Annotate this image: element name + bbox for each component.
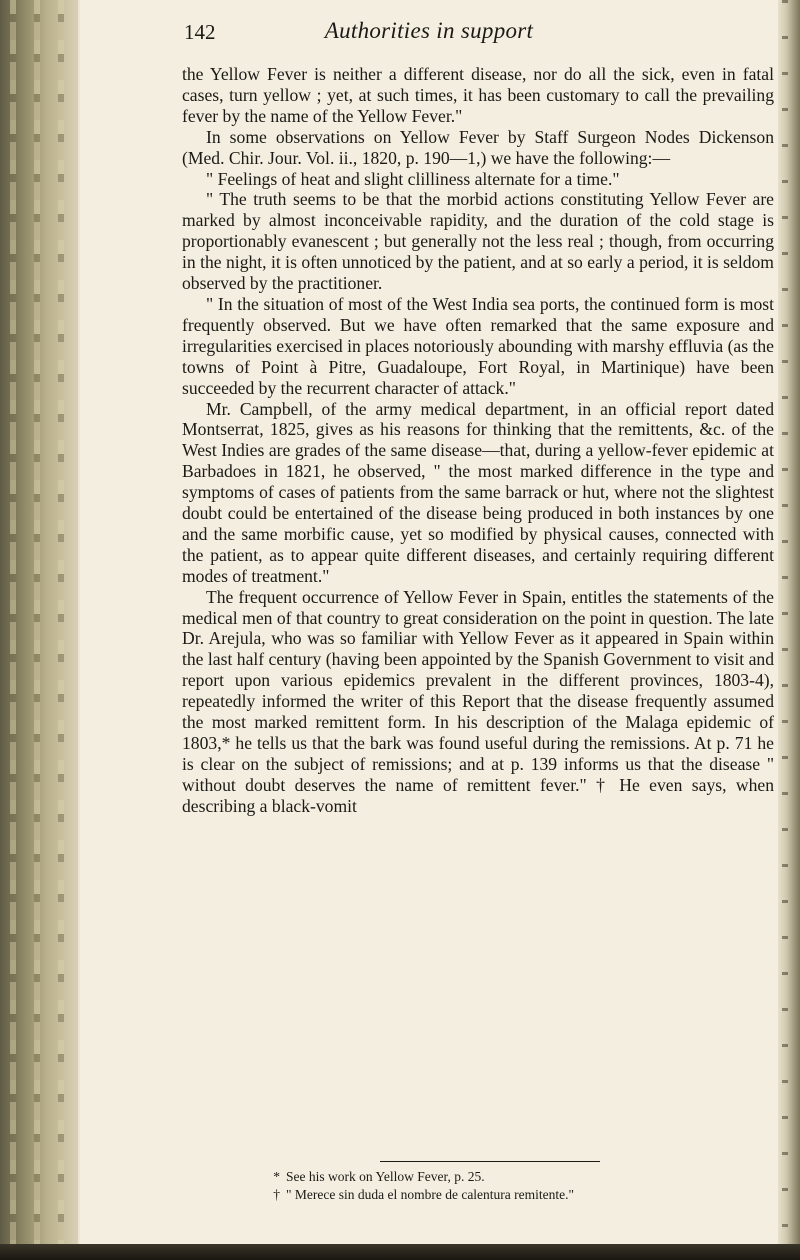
page-edge-marks xyxy=(782,0,788,1260)
body-text xyxy=(182,64,774,817)
footnote xyxy=(260,1186,780,1204)
paragraph: Mr. Campbell, of the army medical department, in an official report dated Montserrat, 1825, gives as his reasons for thinking that the remittents, &c. of the West Indies are grades of the same disease—that, during a yellow-fever epidemic at Barbadoes in 1821, he observed, " the most marked difference in the type and symptoms of cases of patients from the same barrack or hut, where not the slightest doubt could be entertained of the disease being produced in both instances by one and the same morbific cause, yet so modified by physical causes, connected with the patient, as to appear quite different diseases, and certainly requiring different modes of treatment." xyxy=(182,398,774,586)
paragraph: In some observations on Yellow Fever by Staff Surgeon Nodes Dickenson (Med. Chir. Jour. Vol. ii., 1820, p. 190—1,) we have the following:— xyxy=(182,126,774,168)
quoted-paragraph: " The truth seems to be that the morbid actions constituting Yellow Fever are marked by almost inconceivable rapidity, and the duration of the cold stage is proportionably evanescent ; but generally not the less real ; though, from occurring in the night, it is often unnoticed by the patient, and at so early a period, it is seldom observed by the practitioner. xyxy=(182,189,774,294)
footnote-text: See his work on Yellow Fever, p. 25. xyxy=(286,1169,485,1184)
page-header xyxy=(80,10,778,50)
footnote-mark: † xyxy=(273,1187,280,1202)
footnote-text: " Merece sin duda el nombre de calentura remitente." xyxy=(286,1187,575,1202)
footnote-mark: * xyxy=(273,1169,280,1184)
running-head: Authorities in support xyxy=(324,18,534,43)
quoted-paragraph: " Feelings of heat and slight clilliness alternate for a time." xyxy=(206,168,620,189)
footnote-rule xyxy=(380,1161,600,1162)
book-page xyxy=(80,0,778,1244)
paragraph: The frequent occurrence of Yellow Fever in Spain, entitles the statements of the medical men of that country to great consideration on the point in question. The late Dr. Arejula, who was so familiar with Yellow Fever as it appeared in Spain within the last half century (having been appointed by the Spanish Government to visit and report upon various epidemics prevalent in the different provinces, 1803-4), repeatedly informed the writer of this Report that the disease frequently assumed the most marked remittent form. In his description of the Malaga epidemic of 1803,* he tells us that the bark was found useful during the remissions. At p. 71 he is clear on the subject of remissions; and at p. 139 informs us that the disease " without doubt deserves the name of remittent fever." † He even says, when describing a black-vomit xyxy=(182,586,774,816)
binding-stripe xyxy=(10,0,16,1260)
book-binding-edge xyxy=(0,0,78,1260)
paragraph: the Yellow Fever is neither a different disease, nor do all the sick, even in fatal cases, turn yellow ; yet, at such times, it has been customary to call the prevailing fever by the name of the Yellow Fever." xyxy=(182,64,774,126)
page-bottom-edge xyxy=(0,1244,800,1260)
binding-stripe xyxy=(58,0,64,1260)
binding-stripe xyxy=(34,0,40,1260)
footnote xyxy=(260,1168,780,1186)
page-edge-right xyxy=(778,0,800,1260)
quoted-paragraph: " In the situation of most of the West India sea ports, the continued form is most frequently observed. But we have often remarked that the same exposure and irregularities exercised in places notoriously abounding with marshy effluvia (as the towns of Point à Pitre, Guadaloupe, Fort Royal, in Martinique) have been succeeded by the recurrent character of attack." xyxy=(182,293,774,398)
page-number: 142 xyxy=(184,20,216,44)
footnotes xyxy=(260,1168,780,1204)
